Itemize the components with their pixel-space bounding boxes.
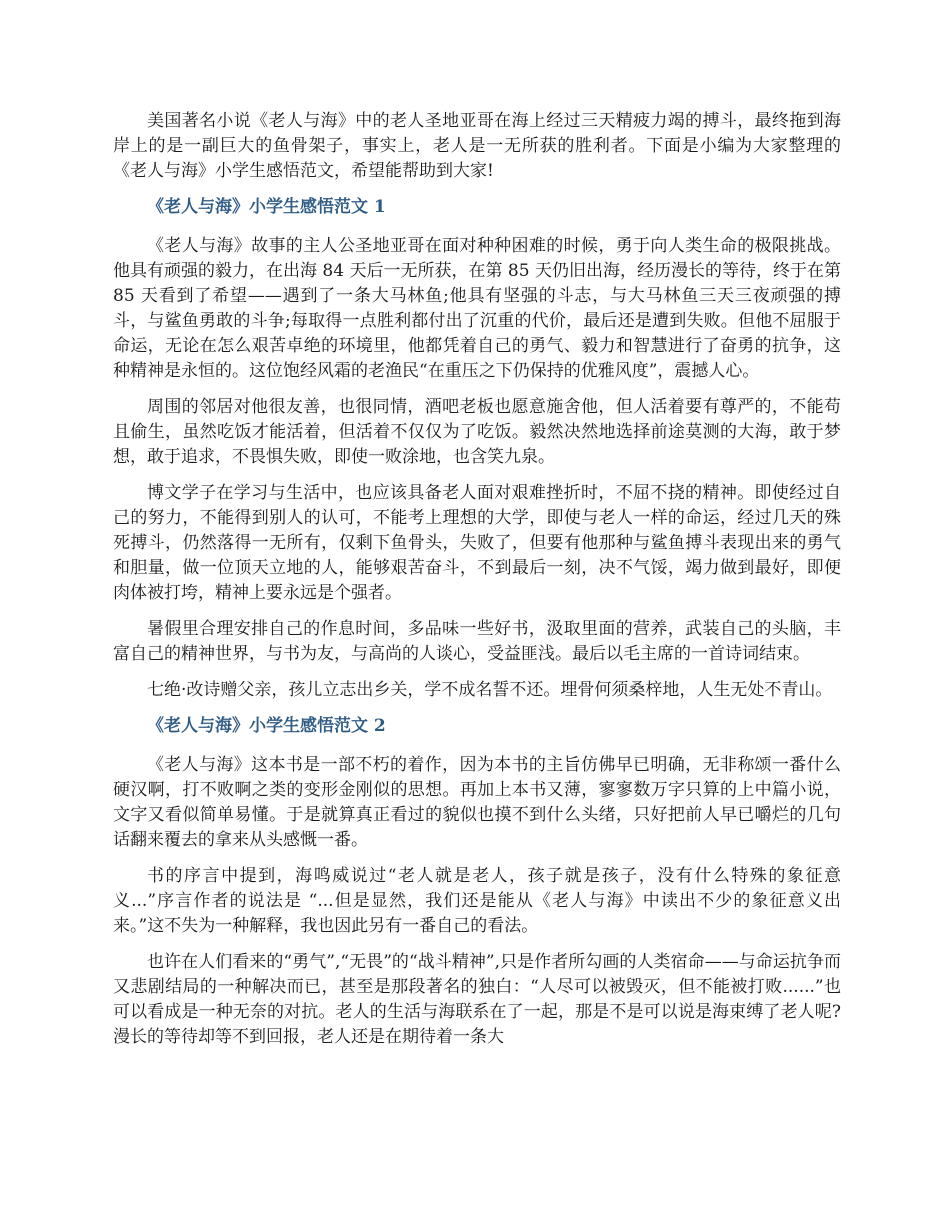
section-1-paragraph-1: 《老人与海》故事的主人公圣地亚哥在面对种种困难的时候，勇于向人类生命的极限挑战。他具有顽强的毅力，在出海 84 天后一无所获，在第 85 天仍旧出海，经历漫长的等待，终于在第 85 天看到了希望——遇到了一条大马林鱼;他具有坚强的斗志，与大马林鱼三天三夜顽强的搏斗，与鲨鱼勇敢的斗争;每取得一点胜利都付出了沉重的代价，最后还是遭到失败。但他不屈服于命运，无论在怎么艰苦卓绝的环境里，他都凭着自己的勇气、毅力和智慧进行了奋勇的抗争，这种精神是永恒的。这位饱经风霜的老渔民“在重压之下仍保持的优雅风度”，震撼人心。 [113,236,841,381]
section-2-paragraph-1: 《老人与海》这本书是一部不朽的着作，因为本书的主旨仿佛早已明确，无非称颂一番什么硬汉啊，打不败啊之类的变形金刚似的思想。再加上本书又薄，寥寥数万字只算的上中篇小说，文字又看似简单易懂。于是就算真正看过的貌似也摸不到什么头绪，只好把前人早已嚼烂的几句话翻来覆去的拿来从头感慨一番。 [113,755,841,850]
section-2-heading: 《老人与海》小学生感悟范文 2 [147,716,386,736]
intro-paragraph: 美国著名小说《老人与海》中的老人圣地亚哥在海上经过三天精疲力竭的搏斗，最终拖到海岸上的是一副巨大的鱼骨架子，事实上，老人是一无所获的胜利者。下面是小编为大家整理的《老人与海》小学生感悟范文，希望能帮助到大家! [113,111,841,181]
section-2-paragraph-3: 也许在人们看来的“勇气”,“无畏”的“战斗精神”,只是作者所勾画的人类宿命——与命运抗争而又悲剧结局的一种解决而已，甚至是那段著名的独白：“人尽可以被毁灭，但不能被打败......”也可以看成是一种无奈的对抗。老人的生活与海联系在了一起，那是不是可以说是海束缚了老人呢?漫长的等待却等不到回报，老人还是在期待着一条大 [113,952,841,1047]
section-1-paragraph-2: 周围的邻居对他很友善，也很同情，酒吧老板也愿意施舍他，但人活着要有尊严的，不能苟且偷生，虽然吃饭才能活着，但活着不仅仅为了吃饭。毅然决然地选择前途莫测的大海，敢于梦想，敢于追求，不畏惧失败，即使一败涂地，也含笑九泉。 [113,397,841,467]
section-1-paragraph-5: 七绝·改诗赠父亲，孩儿立志出乡关，学不成名誓不还。埋骨何须桑梓地，人生无处不青山。 [147,680,833,700]
section-2-paragraph-2: 书的序言中提到，海鸣威说过“老人就是老人，孩子就是孩子，没有什么特殊的象征意义...”序言作者的说法是 “...但是显然，我们还是能从《老人与海》中读出不少的象征意义出来。”这不失为一种解释，我也因此另有一番自己的看法。 [113,866,841,936]
section-1-heading: 《老人与海》小学生感悟范文 1 [147,197,386,217]
document-page [113,109,841,1061]
section-1-paragraph-4: 暑假里合理安排自己的作息时间，多品味一些好书，汲取里面的营养，武装自己的头脑，丰富自己的精神世界，与书为友，与高尚的人谈心，受益匪浅。最后以毛主席的一首诗词结束。 [113,619,841,664]
section-1-paragraph-3: 博文学子在学习与生活中，也应该具备老人面对艰难挫折时，不屈不挠的精神。即使经过自己的努力，不能得到别人的认可，不能考上理想的大学，即使与老人一样的命运，经过几天的殊死搏斗，仍然落得一无所有，仅剩下鱼骨头，失败了，但要有他那种与鲨鱼搏斗表现出来的勇气和胆量，做一位顶天立地的人，能够艰苦奋斗，不到最后一刻，决不气馁，竭力做到最好，即便肉体被打垮，精神上要永远是个强者。 [113,483,841,603]
